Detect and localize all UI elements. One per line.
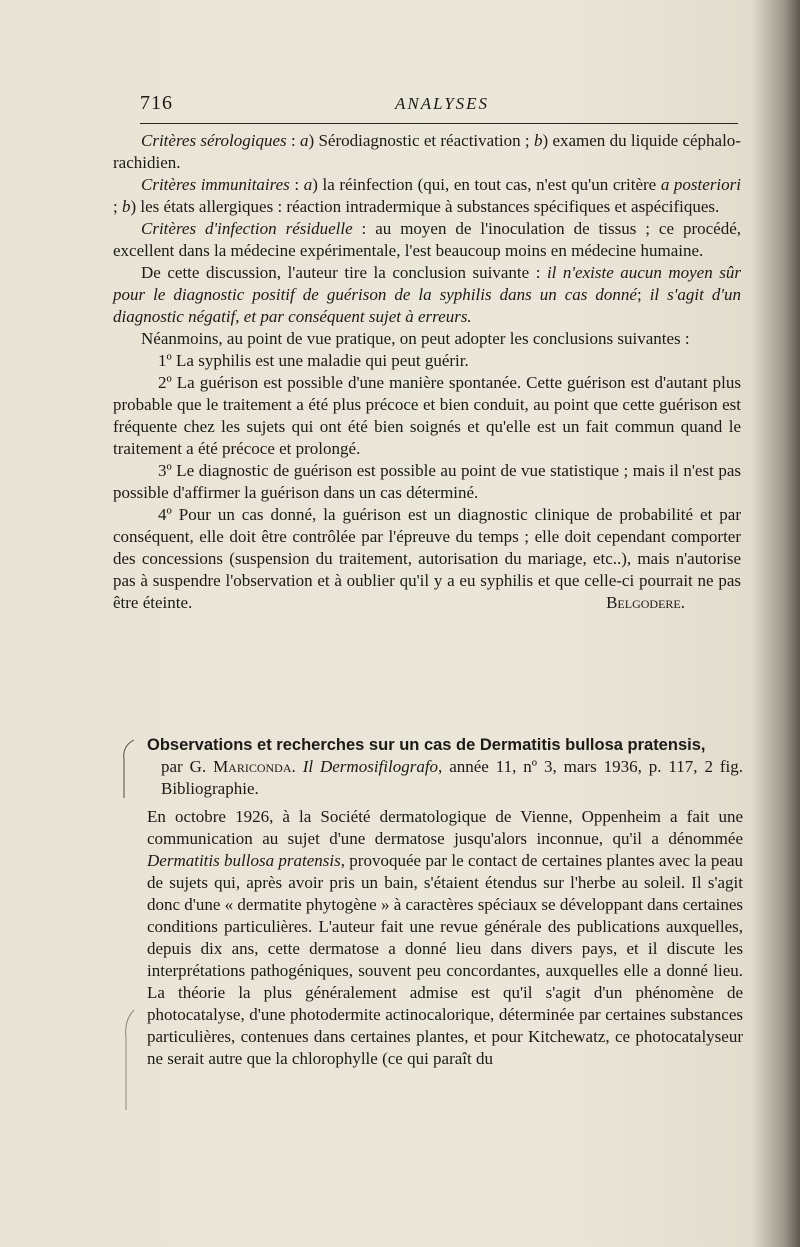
list-item-2: 2º La guérison est possible d'une manière spontanée. Cette guérison est d'autant plus probable que le traitement a été plus précoce et bien conduit, au point que cette guérison est fréquente chez les sujets qui ont été bien soignés et qu'elle est un fait commun quand le traitement a été précoce et prolongé. <box>113 373 741 458</box>
article-syphilis-conclusion <box>113 130 741 614</box>
header-rule <box>140 123 738 124</box>
paragraph-practical: Néanmoins, au point de vue pratique, on peut adopter les conclusions suivantes : <box>141 329 690 348</box>
article-body: En octobre 1926, à la Société dermatologique de Vienne, Oppenheim a fait une communication au sujet d'une dermatose jusqu'alors inconnue, qu'il a dénommée Dermatitis bullosa pratensis, provoquée par le contact de certaines plantes avec la peau de sujets qui, après avoir pris un bain, s'étaient étendus sur l'herbe au soleil. Il s'agit donc d'une « dermatite phytogène » à caractères spéciaux se développant dans certaines conditions particulières. L'auteur fait une revue générale des publications auxquelles, depuis dix ans, cette dermatose a donné lieu dans divers pays, et il discute les interprétations pathogéniques, souvent peu concordantes, auxquelles elle a donné lieu. La théorie la plus généralement admise est qu'il s'agit d'un phénomène de photocatalyse, d'une photodermite actinocalorique, déterminée par certaines substances particulières, contenues dans certaines plantes, et pour Kitchewatz, ce photocatalyseur ne serait autre que la chlorophylle (ce qui paraît du <box>147 807 743 1068</box>
list-item-1: 1º La syphilis est une maladie qui peut guérir. <box>158 351 469 370</box>
article-dermatitis <box>113 734 743 1070</box>
page-header <box>140 92 740 122</box>
page-number: 716 <box>140 92 173 114</box>
paragraph-conclusion: De cette discussion, l'auteur tire la conclusion suivante : il n'existe aucun moyen sûr pour le diagnostic positif de guérison de la syphilis dans un cas donné; il s'agit d'un diagnostic négatif, et par conséquent sujet à erreurs. <box>113 263 742 326</box>
article-title: Observations et recherches sur un cas de Dermatitis bullosa pratensis, <box>147 736 706 754</box>
paragraph-residual-infection: Critères d'infection résiduelle : au moyen de l'inoculation de tissus ; ce procédé, excellent dans la médecine expérimentale, l'est beaucoup moins en médecine humaine. <box>113 219 742 260</box>
article-citation: par G. Mariconda. Il Dermosifilografo, année 11, nº 3, mars 1936, p. 117, 2 fig. Bibliographie. <box>161 757 744 798</box>
list-item-3: 3º Le diagnostic de guérison est possible au point de vue statistique ; mais il n'est pas possible d'affirmer la guérison dans un cas déterminé. <box>113 461 741 502</box>
paragraph-serological-criteria: Critères sérologiques : a) Sérodiagnostic et réactivation ; b) examen du liquide céphalo-rachidien. <box>113 131 741 172</box>
list-item-4: 4º Pour un cas donné, la guérison est un diagnostic clinique de probabilité et par conséquent, elle doit être contrôlée par l'épreuve du temps ; elle doit cependant comporter des concessions (suspension du traitement, autorisation du mariage, etc..), mais n'autorise pas à suspendre l'observation et à oublier qu'il y a eu syphilis et que celle-ci pourrait ne pas être éteinte. Belgodere. <box>113 505 741 612</box>
author-signature: Belgodere. <box>606 593 685 612</box>
paragraph-immune-criteria: Critères immunitaires : a) la réinfection (qui, en tout cas, n'est qu'un critère a posteriori ; b) les états allergiques : réaction intradermique à substances spécifiques et aspécifiques. <box>113 175 741 216</box>
running-title: ANALYSES <box>395 94 490 113</box>
